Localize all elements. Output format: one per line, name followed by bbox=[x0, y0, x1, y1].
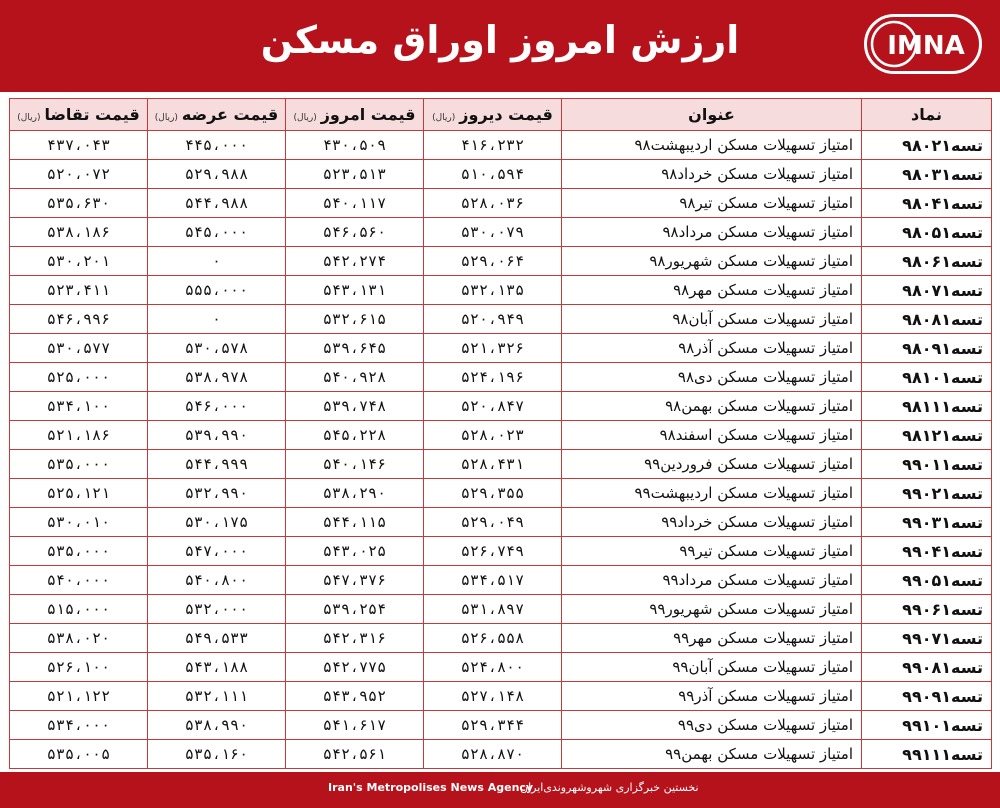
cell-yesterday-price: ۵۳۲،۱۳۵ bbox=[424, 276, 562, 305]
cell-yesterday-price: ۵۲۹،۰۶۴ bbox=[424, 247, 562, 276]
column-label: عنوان bbox=[688, 105, 735, 124]
price-table-wrapper bbox=[9, 98, 991, 769]
cell-demand-price: ۵۳۵،۰۰۵ bbox=[10, 740, 148, 769]
cell-title: امتیاز تسهیلات مسکن مرداد۹۸ bbox=[562, 218, 862, 247]
table-row bbox=[10, 479, 992, 508]
cell-yesterday-price: ۵۲۸،۰۲۳ bbox=[424, 421, 562, 450]
table-row bbox=[10, 566, 992, 595]
cell-yesterday-price: ۵۲۶،۷۴۹ bbox=[424, 537, 562, 566]
cell-today-price: ۵۳۹،۷۴۸ bbox=[286, 392, 424, 421]
cell-offer-price: ۵۳۸،۹۷۸ bbox=[148, 363, 286, 392]
cell-today-price: ۵۴۱،۶۱۷ bbox=[286, 711, 424, 740]
cell-today-price: ۵۴۷،۳۷۶ bbox=[286, 566, 424, 595]
cell-today-price: ۵۴۴،۱۱۵ bbox=[286, 508, 424, 537]
header-banner bbox=[0, 0, 1000, 92]
cell-today-price: ۵۴۳،۰۲۵ bbox=[286, 537, 424, 566]
table-row bbox=[10, 131, 992, 160]
cell-offer-price: ۵۴۰،۸۰۰ bbox=[148, 566, 286, 595]
cell-demand-price: ۵۳۸،۱۸۶ bbox=[10, 218, 148, 247]
cell-title: امتیاز تسهیلات مسکن دی۹۸ bbox=[562, 363, 862, 392]
cell-title: امتیاز تسهیلات مسکن اسفند۹۸ bbox=[562, 421, 862, 450]
table-row bbox=[10, 218, 992, 247]
column-label: قیمت عرضه bbox=[181, 105, 279, 124]
cell-offer-price: ۵۵۵،۰۰۰ bbox=[148, 276, 286, 305]
cell-yesterday-price: ۵۲۱،۳۲۶ bbox=[424, 334, 562, 363]
column-header-yesterday bbox=[424, 99, 562, 131]
cell-title: امتیاز تسهیلات مسکن بهمن۹۸ bbox=[562, 392, 862, 421]
cell-title: امتیاز تسهیلات مسکن آذر۹۸ bbox=[562, 334, 862, 363]
cell-demand-price: ۵۱۵،۰۰۰ bbox=[10, 595, 148, 624]
cell-symbol: تسه۹۸۱۲۱ bbox=[862, 421, 992, 450]
cell-symbol: تسه۹۸۰۳۱ bbox=[862, 160, 992, 189]
cell-symbol: تسه۹۸۱۰۱ bbox=[862, 363, 992, 392]
table-row bbox=[10, 305, 992, 334]
cell-symbol: تسه۹۸۰۴۱ bbox=[862, 189, 992, 218]
cell-symbol: تسه۹۹۰۱۱ bbox=[862, 450, 992, 479]
cell-symbol: تسه۹۹۰۲۱ bbox=[862, 479, 992, 508]
footer-banner bbox=[0, 772, 1000, 808]
page-title: ارزش امروز اوراق مسکن bbox=[260, 18, 740, 62]
cell-demand-price: ۵۲۵،۱۲۱ bbox=[10, 479, 148, 508]
cell-title: امتیاز تسهیلات مسکن تیر۹۸ bbox=[562, 189, 862, 218]
cell-symbol: تسه۹۹۰۵۱ bbox=[862, 566, 992, 595]
cell-symbol: تسه۹۹۰۳۱ bbox=[862, 508, 992, 537]
column-label: قیمت تقاضا bbox=[44, 105, 140, 124]
cell-today-price: ۵۴۳،۱۳۱ bbox=[286, 276, 424, 305]
cell-offer-price: ۵۳۲،۹۹۰ bbox=[148, 479, 286, 508]
footer-agency-persian: نخستین خبرگزاری شهروشهروندی‌ایران bbox=[520, 781, 699, 794]
table-row bbox=[10, 276, 992, 305]
cell-offer-price: ۴۴۵،۰۰۰ bbox=[148, 131, 286, 160]
table-header-row bbox=[10, 99, 992, 131]
table-row bbox=[10, 537, 992, 566]
cell-demand-price: ۵۳۰،۵۷۷ bbox=[10, 334, 148, 363]
cell-symbol: تسه۹۹۰۹۱ bbox=[862, 682, 992, 711]
column-label: قیمت دیروز bbox=[459, 105, 553, 124]
table-row bbox=[10, 160, 992, 189]
cell-title: امتیاز تسهیلات مسکن فروردین۹۹ bbox=[562, 450, 862, 479]
table-row bbox=[10, 595, 992, 624]
cell-symbol: تسه۹۹۱۱۱ bbox=[862, 740, 992, 769]
cell-today-price: ۵۴۰،۱۴۶ bbox=[286, 450, 424, 479]
cell-symbol: تسه۹۸۰۷۱ bbox=[862, 276, 992, 305]
cell-demand-price: ۵۳۴،۱۰۰ bbox=[10, 392, 148, 421]
column-header-today bbox=[286, 99, 424, 131]
table-row bbox=[10, 247, 992, 276]
cell-title: امتیاز تسهیلات مسکن آبان۹۸ bbox=[562, 305, 862, 334]
cell-today-price: ۵۴۳،۹۵۲ bbox=[286, 682, 424, 711]
table-row bbox=[10, 508, 992, 537]
cell-today-price: ۵۴۰،۹۲۸ bbox=[286, 363, 424, 392]
cell-yesterday-price: ۵۱۰،۵۹۴ bbox=[424, 160, 562, 189]
cell-offer-price: ۵۴۹،۵۳۳ bbox=[148, 624, 286, 653]
cell-demand-price: ۵۲۱،۱۲۲ bbox=[10, 682, 148, 711]
cell-demand-price: ۵۳۰،۲۰۱ bbox=[10, 247, 148, 276]
table-row bbox=[10, 421, 992, 450]
cell-yesterday-price: ۵۳۴،۵۱۷ bbox=[424, 566, 562, 595]
cell-today-price: ۵۴۲،۷۷۵ bbox=[286, 653, 424, 682]
cell-demand-price: ۵۲۵،۰۰۰ bbox=[10, 363, 148, 392]
cell-symbol: تسه۹۹۰۷۱ bbox=[862, 624, 992, 653]
cell-yesterday-price: ۵۲۸،۰۳۶ bbox=[424, 189, 562, 218]
cell-offer-price: ۵۴۳،۱۸۸ bbox=[148, 653, 286, 682]
table-body bbox=[10, 131, 992, 769]
cell-offer-price: ۵۳۲،۱۱۱ bbox=[148, 682, 286, 711]
cell-offer-price: ۵۳۸،۹۹۰ bbox=[148, 711, 286, 740]
table-row bbox=[10, 711, 992, 740]
cell-offer-price: ۰ bbox=[148, 247, 286, 276]
cell-offer-price: ۵۴۶،۰۰۰ bbox=[148, 392, 286, 421]
cell-offer-price: ۵۴۵،۰۰۰ bbox=[148, 218, 286, 247]
column-label: قیمت امروز bbox=[320, 105, 416, 124]
cell-demand-price: ۵۲۰،۰۷۲ bbox=[10, 160, 148, 189]
cell-today-price: ۵۳۸،۲۹۰ bbox=[286, 479, 424, 508]
cell-yesterday-price: ۵۲۸،۴۳۱ bbox=[424, 450, 562, 479]
column-header-demand bbox=[10, 99, 148, 131]
cell-offer-price: ۵۳۵،۱۶۰ bbox=[148, 740, 286, 769]
cell-today-price: ۵۴۰،۱۱۷ bbox=[286, 189, 424, 218]
unit-label: (ریال) bbox=[293, 113, 317, 123]
footer-agency-english: Iran's Metropolises News Agency bbox=[328, 781, 534, 794]
cell-yesterday-price: ۴۱۶،۲۳۲ bbox=[424, 131, 562, 160]
cell-today-price: ۵۳۲،۶۱۵ bbox=[286, 305, 424, 334]
cell-today-price: ۵۴۶،۵۶۰ bbox=[286, 218, 424, 247]
cell-today-price: ۵۴۲،۳۱۶ bbox=[286, 624, 424, 653]
cell-demand-price: ۴۳۷،۰۴۳ bbox=[10, 131, 148, 160]
cell-demand-price: ۵۴۰،۰۰۰ bbox=[10, 566, 148, 595]
cell-today-price: ۵۳۹،۲۵۴ bbox=[286, 595, 424, 624]
cell-offer-price: ۵۳۰،۵۷۸ bbox=[148, 334, 286, 363]
cell-title: امتیاز تسهیلات مسکن آبان۹۹ bbox=[562, 653, 862, 682]
cell-demand-price: ۵۴۶،۹۹۶ bbox=[10, 305, 148, 334]
table-row bbox=[10, 740, 992, 769]
column-header-offer bbox=[148, 99, 286, 131]
table-row bbox=[10, 450, 992, 479]
cell-yesterday-price: ۵۲۰،۸۴۷ bbox=[424, 392, 562, 421]
cell-today-price: ۵۴۲،۲۷۴ bbox=[286, 247, 424, 276]
cell-yesterday-price: ۵۲۹،۰۴۹ bbox=[424, 508, 562, 537]
cell-yesterday-price: ۵۲۰،۹۴۹ bbox=[424, 305, 562, 334]
cell-yesterday-price: ۵۲۴،۱۹۶ bbox=[424, 363, 562, 392]
imna-logo bbox=[864, 14, 982, 74]
cell-demand-price: ۵۳۴،۰۰۰ bbox=[10, 711, 148, 740]
table-row bbox=[10, 334, 992, 363]
cell-symbol: تسه۹۸۱۱۱ bbox=[862, 392, 992, 421]
cell-symbol: تسه۹۸۰۲۱ bbox=[862, 131, 992, 160]
cell-title: امتیاز تسهیلات مسکن شهریور۹۸ bbox=[562, 247, 862, 276]
cell-title: امتیاز تسهیلات مسکن خرداد۹۹ bbox=[562, 508, 862, 537]
cell-symbol: تسه۹۸۰۵۱ bbox=[862, 218, 992, 247]
cell-demand-price: ۵۳۵،۶۳۰ bbox=[10, 189, 148, 218]
cell-symbol: تسه۹۹۱۰۱ bbox=[862, 711, 992, 740]
cell-today-price: ۵۲۳،۵۱۳ bbox=[286, 160, 424, 189]
cell-symbol: تسه۹۹۰۶۱ bbox=[862, 595, 992, 624]
cell-title: امتیاز تسهیلات مسکن دی۹۹ bbox=[562, 711, 862, 740]
table-row bbox=[10, 682, 992, 711]
cell-title: امتیاز تسهیلات مسکن شهریور۹۹ bbox=[562, 595, 862, 624]
cell-offer-price: ۰ bbox=[148, 305, 286, 334]
cell-demand-price: ۵۲۱،۱۸۶ bbox=[10, 421, 148, 450]
cell-today-price: ۵۴۵،۲۲۸ bbox=[286, 421, 424, 450]
column-header-symbol bbox=[862, 99, 992, 131]
cell-title: امتیاز تسهیلات مسکن آذر۹۹ bbox=[562, 682, 862, 711]
cell-yesterday-price: ۵۲۹،۳۴۴ bbox=[424, 711, 562, 740]
cell-demand-price: ۵۳۰،۰۱۰ bbox=[10, 508, 148, 537]
cell-title: امتیاز تسهیلات مسکن تیر۹۹ bbox=[562, 537, 862, 566]
cell-today-price: ۵۳۹،۶۴۵ bbox=[286, 334, 424, 363]
logo-wordmark: IMNA bbox=[887, 31, 965, 61]
cell-today-price: ۴۳۰،۵۰۹ bbox=[286, 131, 424, 160]
unit-label: (ریال) bbox=[432, 113, 456, 123]
cell-offer-price: ۵۳۰،۱۷۵ bbox=[148, 508, 286, 537]
cell-demand-price: ۵۳۵،۰۰۰ bbox=[10, 537, 148, 566]
cell-demand-price: ۵۲۳،۴۱۱ bbox=[10, 276, 148, 305]
column-label: نماد bbox=[911, 105, 942, 124]
cell-symbol: تسه۹۸۰۶۱ bbox=[862, 247, 992, 276]
cell-offer-price: ۵۲۹،۹۸۸ bbox=[148, 160, 286, 189]
table-row bbox=[10, 392, 992, 421]
cell-offer-price: ۵۴۴،۹۹۹ bbox=[148, 450, 286, 479]
cell-offer-price: ۵۴۷،۰۰۰ bbox=[148, 537, 286, 566]
cell-symbol: تسه۹۹۰۸۱ bbox=[862, 653, 992, 682]
cell-symbol: تسه۹۸۰۸۱ bbox=[862, 305, 992, 334]
cell-demand-price: ۵۳۸،۰۲۰ bbox=[10, 624, 148, 653]
cell-offer-price: ۵۳۲،۰۰۰ bbox=[148, 595, 286, 624]
cell-today-price: ۵۴۲،۵۶۱ bbox=[286, 740, 424, 769]
cell-symbol: تسه۹۹۰۴۱ bbox=[862, 537, 992, 566]
cell-yesterday-price: ۵۲۷،۱۴۸ bbox=[424, 682, 562, 711]
table-row bbox=[10, 624, 992, 653]
unit-label: (ریال) bbox=[17, 113, 41, 123]
cell-demand-price: ۵۳۵،۰۰۰ bbox=[10, 450, 148, 479]
table-row bbox=[10, 363, 992, 392]
cell-yesterday-price: ۵۲۸،۸۷۰ bbox=[424, 740, 562, 769]
cell-symbol: تسه۹۸۰۹۱ bbox=[862, 334, 992, 363]
cell-title: امتیاز تسهیلات مسکن مرداد۹۹ bbox=[562, 566, 862, 595]
cell-title: امتیاز تسهیلات مسکن اردیبهشت۹۹ bbox=[562, 479, 862, 508]
column-header-title bbox=[562, 99, 862, 131]
cell-yesterday-price: ۵۳۰،۰۷۹ bbox=[424, 218, 562, 247]
table-row bbox=[10, 189, 992, 218]
cell-yesterday-price: ۵۲۴،۸۰۰ bbox=[424, 653, 562, 682]
cell-offer-price: ۵۴۴،۹۸۸ bbox=[148, 189, 286, 218]
table-row bbox=[10, 653, 992, 682]
cell-title: امتیاز تسهیلات مسکن خرداد۹۸ bbox=[562, 160, 862, 189]
cell-yesterday-price: ۵۳۱،۸۹۷ bbox=[424, 595, 562, 624]
cell-yesterday-price: ۵۲۹،۳۵۵ bbox=[424, 479, 562, 508]
cell-title: امتیاز تسهیلات مسکن بهمن۹۹ bbox=[562, 740, 862, 769]
cell-demand-price: ۵۲۶،۱۰۰ bbox=[10, 653, 148, 682]
price-table bbox=[9, 98, 992, 769]
unit-label: (ریال) bbox=[154, 113, 178, 123]
cell-title: امتیاز تسهیلات مسکن اردیبهشت۹۸ bbox=[562, 131, 862, 160]
cell-yesterday-price: ۵۲۶،۵۵۸ bbox=[424, 624, 562, 653]
cell-offer-price: ۵۳۹،۹۹۰ bbox=[148, 421, 286, 450]
cell-title: امتیاز تسهیلات مسکن مهر۹۹ bbox=[562, 624, 862, 653]
cell-title: امتیاز تسهیلات مسکن مهر۹۸ bbox=[562, 276, 862, 305]
